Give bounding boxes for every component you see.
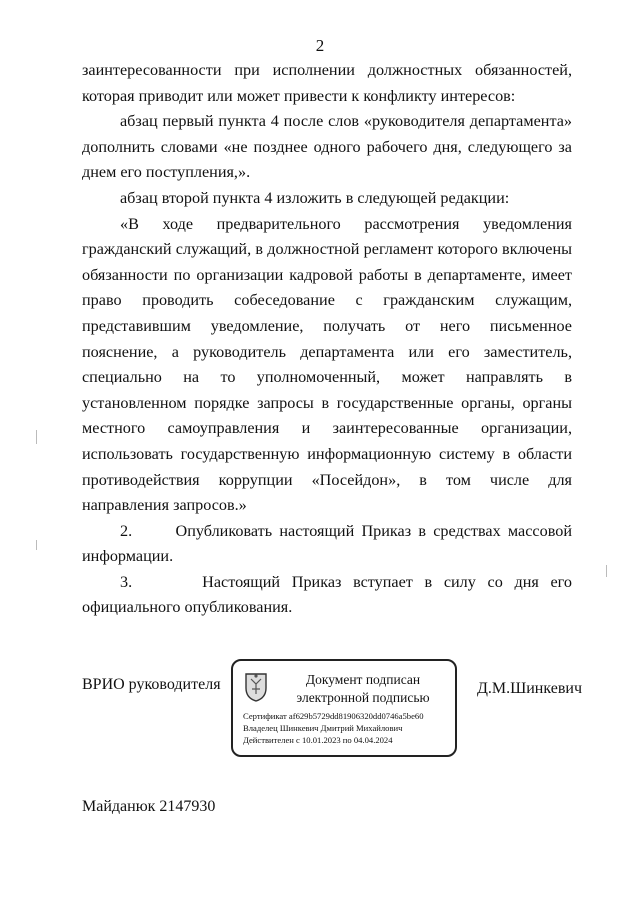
stamp-details [243,710,453,746]
scan-speck [606,565,607,577]
signer-name: Д.М.Шинкевич [476,680,582,697]
paragraph-1: заинтересованности при исполнении должностных обязанностей, которая приводит или может привести к конфликту интересов: [82,61,572,105]
stamp-heading-line-2: электронной подписью [296,690,430,705]
signer-title: ВРИО руководителя [82,676,221,693]
paragraph-4: «В ходе предварительного рассмотрения уведомления гражданский служащий, в должностной регламент которого включены обязанности по организации кадровой работы в департаменте, имеет право проводить собеседование с гражданским служащим, представившим уведомление, получать от него письменное пояснение, а руководитель департамента или его заместитель, специально на то уполномоченный, может направлять в установленном порядке запросы в государственные органы, органы местного самоуправления и заинтересованные организации, использовать государственную информационную систему в области противодействия коррупции «Посейдон», в том числе для направления запросов.» [82,214,572,515]
paragraph-6: 3. Настоящий Приказ вступает в силу со дня его официального опубликования. [82,572,572,617]
executor-note: Майданюк 2147930 [82,798,216,815]
paragraph-2: абзац первый пункта 4 после слов «руководителя департамента» дополнить словами «не позднее одного рабочего дня, следующего за днем его поступления,». [82,112,572,182]
page-number: 2 [315,36,325,55]
stamp-owner: Владелец Шинкевич Дмитрий Михайлович [243,723,403,733]
stamp-certificate: Сертификат af629b5729dd81906320dd0746a5be60 [243,711,424,721]
coat-of-arms-icon [243,671,269,703]
document-body [82,58,572,621]
scan-speck [36,540,37,550]
stamp-heading-line-1: Документ подписан [305,672,421,687]
paragraph-5: 2. Опубликовать настоящий Приказ в средствах массовой информации. [82,521,572,566]
paragraph-3: абзац второй пункта 4 изложить в следующей редакции: [120,188,510,207]
scan-speck [36,430,37,444]
electronic-signature-stamp [231,659,457,757]
stamp-validity: Действителен с 10.01.2023 по 04.04.2024 [243,735,393,745]
stamp-heading [277,671,449,707]
